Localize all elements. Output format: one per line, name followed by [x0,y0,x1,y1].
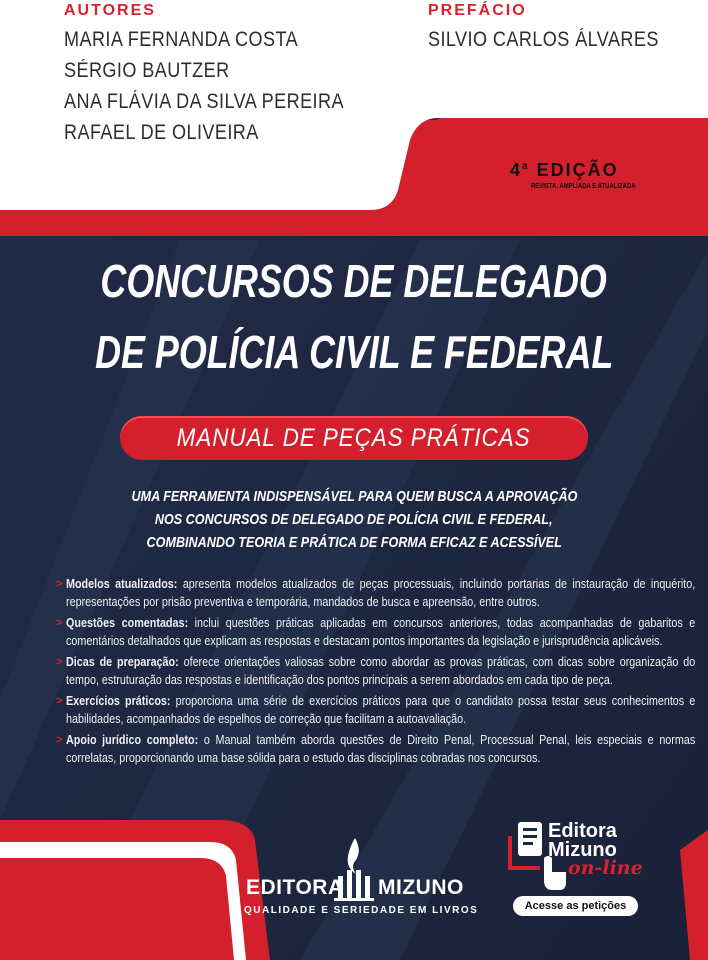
chevron-right-icon: > [56,656,63,668]
feature-item: > Dicas de preparação: oferece orientações valiosas sobre como abordar as provas práticas, com dicas sobre organização do tempo, estruturação das respostas e identificação dos pontos principais a serem abordados em cada tipo de peça. [56,655,696,687]
feature-item: > Apoio jurídico completo: o Manual também aborda questões de Direito Penal, Processual Penal, leis especiais e normas correlatas, proporcionando uma base sólida para o estudo das disciplinas cobradas nos concursos. [56,733,696,765]
access-petitions-button[interactable]: Acesse as petições [513,896,638,916]
edition-badge [510,160,619,181]
feature-item: > Exercícios práticos: proporciona uma série de exercícios práticos para que o candidato possa testar seus conhecimentos e habilidades, acompanhados de espelhos de correção que facilitam a autoavaliação. [56,694,696,726]
tagline-line: COMBINANDO TEORIA E PRÁTICA DE FORMA EFICAZ E ACESSÍVEL [146,534,562,551]
preface-author: SILVIO CARLOS ÁLVARES [428,28,659,51]
publisher-tagline: QUALIDADE E SERIEDADE EM LIVROS [244,905,479,916]
tagline-line: UMA FERRAMENTA INDISPENSÁVEL PARA QUEM BUSCA A APROVAÇÃO [131,488,577,505]
book-title-line-1: CONCURSOS DE DELEGADO [100,255,608,307]
badge-online-text: on-line [568,857,643,879]
edition-subtitle: REVISTA, AMPLIADA E ATUALIZADA [531,183,636,190]
author-name: ANA FLÁVIA DA SILVA PEREIRA [64,90,344,113]
chevron-right-icon: > [56,578,63,590]
author-name: SÉRGIO BAUTZER [64,59,230,82]
book-title-line-2: DE POLÍCIA CIVIL E FEDERAL [94,326,614,378]
chevron-right-icon: > [56,734,63,746]
edition-label: EDIÇÃO [536,160,619,180]
preface-label: PREFÁCIO [428,2,527,19]
author-name: MARIA FERNANDA COSTA [64,28,299,51]
author-name: RAFAEL DE OLIVEIRA [64,121,259,144]
badge-title-line-2: Mizuno [548,839,617,861]
edition-ordinal: a [522,161,530,172]
publisher-name-right: MIZUNO [378,876,464,899]
feature-item: > Modelos atualizados: apresenta modelos atualizados de peças processuais, incluindo portarias de instauração de inquérito, representações por prisão preventiva e temporária, mandados de busca e apreensão, entre outros. [56,577,696,609]
edition-number: 4 [510,160,523,180]
authors-label: AUTORES [64,2,156,19]
chevron-right-icon: > [56,617,63,629]
tagline-line: NOS CONCURSOS DE DELEGADO DE POLÍCIA CIVIL E FEDERAL, [155,511,553,528]
feature-item: > Questões comentadas: inclui questões práticas aplicadas em concursos anteriores, todas acompanhadas de gabaritos e comentários detalhados que explicam as respostas e destacam pontos importantes da legislação e jurisprudência aplicáveis. [56,616,696,648]
book-subtitle: MANUAL DE PEÇAS PRÁTICAS [177,424,531,452]
chevron-right-icon: > [56,695,63,707]
badge-title-line-1: Editora [548,820,617,842]
feature-list [56,576,696,771]
publisher-name-left: EDITORA [246,876,344,899]
